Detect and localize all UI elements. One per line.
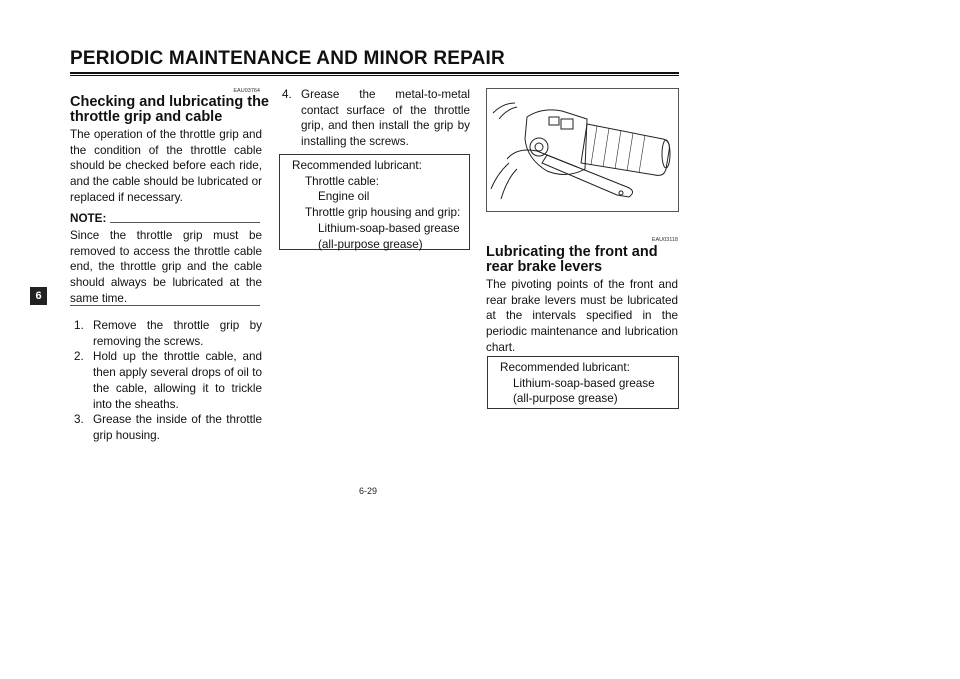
note-top-rule xyxy=(110,222,260,223)
intro-paragraph: The operation of the throttle grip and the condition of the throttle cable should be checked before each ride, and the cable should be lubricated or replaced if necessary. xyxy=(70,128,262,204)
step-number: 2. xyxy=(74,350,84,364)
lubricant-item-value: Lithium-soap-based grease xyxy=(318,221,460,235)
note-text: Since the throttle grip must be removed to access the throttle cable end, the throttle grip and the cable should always be lubricated at the same time. xyxy=(70,229,262,305)
step-text: Hold up the throttle cable, and then apply several drops of oil to the cable, allowing it to trickle into the sheaths. xyxy=(93,350,262,411)
lubricant-item-value: Engine oil xyxy=(318,190,370,204)
list-item xyxy=(70,412,262,443)
note-bottom-rule xyxy=(70,305,260,306)
section-code: EAU03764 xyxy=(233,88,260,94)
section-title xyxy=(70,95,270,125)
section-title-line2: rear brake levers xyxy=(486,259,603,275)
lubricant-heading: Recommended lubricant: xyxy=(500,361,630,374)
header-rule-thin xyxy=(70,75,679,76)
lubricant-item-value: (all-purpose grease) xyxy=(513,392,618,406)
lubricant-item-label: Throttle grip housing and grip: xyxy=(305,206,461,220)
page-header-title: PERIODIC MAINTENANCE AND MINOR REPAIR xyxy=(70,48,505,69)
header-rule-thick xyxy=(70,72,679,74)
lubricant-item-label: Throttle cable: xyxy=(305,174,380,188)
lubricant-box-brake xyxy=(487,356,679,409)
lubricant-box-throttle xyxy=(279,154,470,250)
section-code: EAU03118 xyxy=(651,237,678,243)
step-text: Grease the inside of the throttle grip housing. xyxy=(93,413,262,442)
note-label: NOTE: xyxy=(70,212,107,225)
lubricant-heading: Recommended lubricant: xyxy=(292,159,422,172)
lubricant-item-value: Lithium-soap-based grease xyxy=(513,376,655,390)
section-title xyxy=(486,245,686,275)
lubricant-item-value: (all-purpose grease) xyxy=(318,237,423,251)
step-number: 4. xyxy=(282,88,292,101)
chapter-tab: 6 xyxy=(30,287,47,305)
section-title-line2: throttle grip and cable xyxy=(70,109,223,125)
step-number: 3. xyxy=(74,413,84,427)
brake-lever-paragraph: The pivoting points of the front and rear brake levers must be lubricated at the intervals specified in the periodic maintenance and lubrication chart. xyxy=(486,278,678,354)
step-text: Grease the metal-to-metal contact surface of the throttle grip, and then install the grip by installing the screws. xyxy=(301,88,470,149)
section-title-line1: Lubricating the front and xyxy=(486,244,658,260)
steps-list xyxy=(70,318,262,444)
throttle-grip-illustration-icon xyxy=(486,88,679,212)
step4-list xyxy=(278,87,470,150)
list-item xyxy=(278,87,470,150)
list-item xyxy=(70,318,262,349)
section-title-line1: Checking and lubricating the xyxy=(70,94,269,110)
page-number: 6-29 xyxy=(359,486,378,496)
list-item xyxy=(70,349,262,412)
step-text: Remove the throttle grip by removing the screws. xyxy=(93,319,262,348)
step-number: 1. xyxy=(74,319,84,332)
